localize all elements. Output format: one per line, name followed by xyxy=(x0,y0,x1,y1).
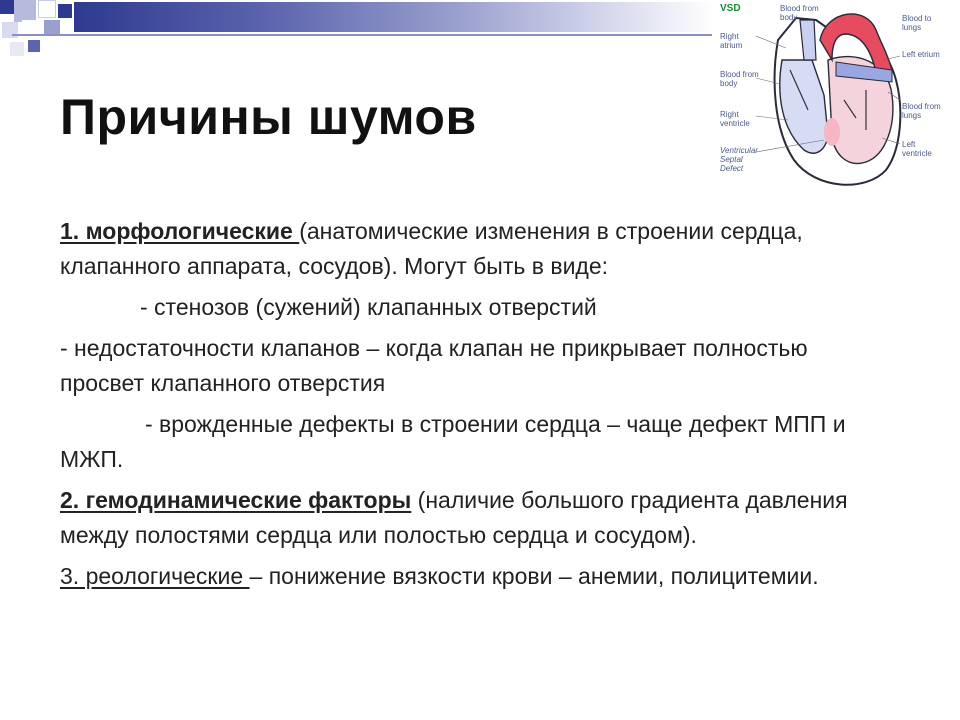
diagram-label-blood-to-lungs: Blood to lungs xyxy=(902,14,932,32)
top-banner xyxy=(74,0,714,34)
diagram-label-blood-from-body: Blood from body xyxy=(720,70,759,88)
slide-body xyxy=(60,214,890,600)
diagram-label-blood-from-lungs: Blood from lungs xyxy=(902,102,941,120)
text-rheological: – понижение вязкости крови – анемии, полицитемии. xyxy=(249,563,819,589)
page-title: Причины шумов xyxy=(60,89,477,145)
diagram-label-left-ventricle: Left ventricle xyxy=(902,140,932,158)
heading-hemodynamic: 2. гемодинамические факторы xyxy=(60,487,412,513)
diagram-label-left-atrium: Left etrium xyxy=(902,50,940,59)
diagram-label-blood-from-body-top: Blood from body xyxy=(780,4,819,22)
paragraph-morphological xyxy=(60,214,890,284)
text-hemodynamic: (наличие большого градиента давления между полостями сердца или полостью сердца и сосудом). xyxy=(60,487,848,548)
diagram-label-right-atrium: Right atrium xyxy=(720,32,743,50)
text-morphological: (анатомические изменения в строении сердца, клапанного аппарата, сосудов). Могут быть в виде: xyxy=(60,218,803,279)
diagram-label-vsd-full: Ventricular Septal Defect xyxy=(720,146,758,173)
diagram-label-right-ventricle: Right ventricle xyxy=(720,110,750,128)
heading-rheological: 3. реологические xyxy=(60,563,250,589)
diagram-label-vsd: VSD xyxy=(720,3,741,14)
list-item-insufficiency: - недостаточности клапанов – когда клапан не прикрывает полностью просвет клапанного отверстия xyxy=(60,335,808,396)
list-item-stenosis: - стенозов (сужений) клапанных отверстий xyxy=(140,294,597,320)
list-item-congenital: - врожденные дефекты в строении сердца – чаще дефект МПП и МЖП. xyxy=(60,411,846,472)
top-divider xyxy=(12,34,712,36)
heart-vsd-diagram xyxy=(716,0,960,190)
paragraph-rheological xyxy=(60,559,890,594)
paragraph-hemodynamic xyxy=(60,483,890,553)
heading-morphological: 1. морфологические xyxy=(60,218,300,244)
